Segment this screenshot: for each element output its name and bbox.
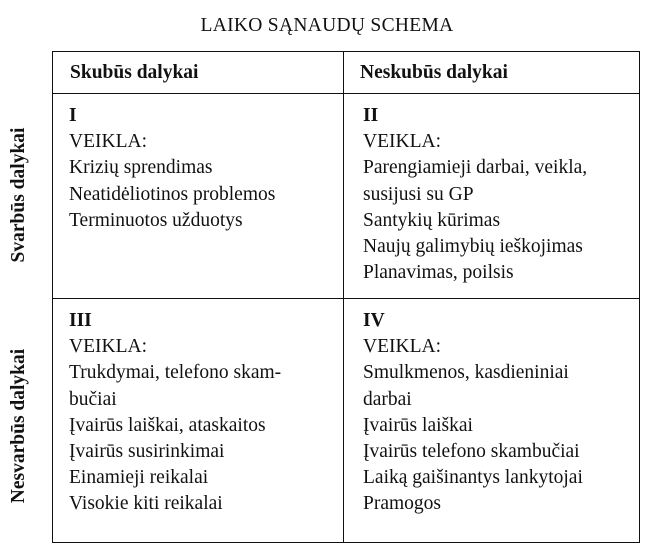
row-label-not-important: Nesvarbūs dalykai xyxy=(8,348,29,504)
activity-item: Neatidėliotinos problemos xyxy=(69,183,276,205)
activity-item: Einamieji reikalai xyxy=(69,467,209,489)
quadrant-1 xyxy=(69,103,333,234)
activity-item: Laiką gaišinantys lankytojai xyxy=(363,467,583,489)
quadrant-heading: VEIKLA: xyxy=(363,131,441,153)
activity-item: Pramogos xyxy=(363,493,441,515)
time-matrix-grid xyxy=(52,51,640,543)
header-divider xyxy=(53,93,639,94)
quadrant-number: III xyxy=(69,310,92,331)
quadrant-heading: VEIKLA: xyxy=(69,336,147,358)
quadrant-4 xyxy=(363,308,631,518)
diagram-title: LAIKO SĄNAUDŲ SCHEMA xyxy=(200,15,454,36)
activity-item: Terminuotos užduotys xyxy=(69,209,243,231)
activity-item: Parengiamieji darbai, veikla, xyxy=(363,157,588,179)
quadrant-heading: VEIKLA: xyxy=(363,336,441,358)
activity-item: Krizių sprendimas xyxy=(69,157,213,179)
quadrant-3 xyxy=(69,308,333,518)
column-header-urgent: Skubūs dalykai xyxy=(70,62,199,83)
activity-item: bučiai xyxy=(69,388,117,410)
activity-item: Įvairūs laiškai xyxy=(363,414,473,436)
column-divider xyxy=(343,52,344,542)
activity-item: Planavimas, poilsis xyxy=(363,262,514,284)
activity-item: darbai xyxy=(363,388,412,410)
row-label-important: Svarbūs dalykai xyxy=(8,127,29,263)
activity-item: Įvairūs telefono skambučiai xyxy=(363,441,580,463)
quadrant-number: II xyxy=(363,105,379,126)
activity-item: Santykių kūrimas xyxy=(363,209,501,231)
quadrant-number: I xyxy=(69,105,77,126)
quadrant-2 xyxy=(363,103,631,286)
activity-item: Įvairūs susirinkimai xyxy=(69,441,225,463)
activity-item: Naujų galimybių ieškojimas xyxy=(363,236,583,258)
activity-item: Smulkmenos, kasdieniniai xyxy=(363,362,569,384)
quadrant-heading: VEIKLA: xyxy=(69,131,147,153)
column-header-not-urgent: Neskubūs dalykai xyxy=(360,62,508,83)
activity-item: Trukdymai, telefono skam- xyxy=(69,362,282,384)
quadrant-number: IV xyxy=(363,310,385,331)
row-divider xyxy=(53,298,639,299)
activity-item: Įvairūs laiškai, ataskaitos xyxy=(69,414,266,436)
activity-item: Visokie kiti reikalai xyxy=(69,493,223,515)
activity-item: susijusi su GP xyxy=(363,183,474,205)
